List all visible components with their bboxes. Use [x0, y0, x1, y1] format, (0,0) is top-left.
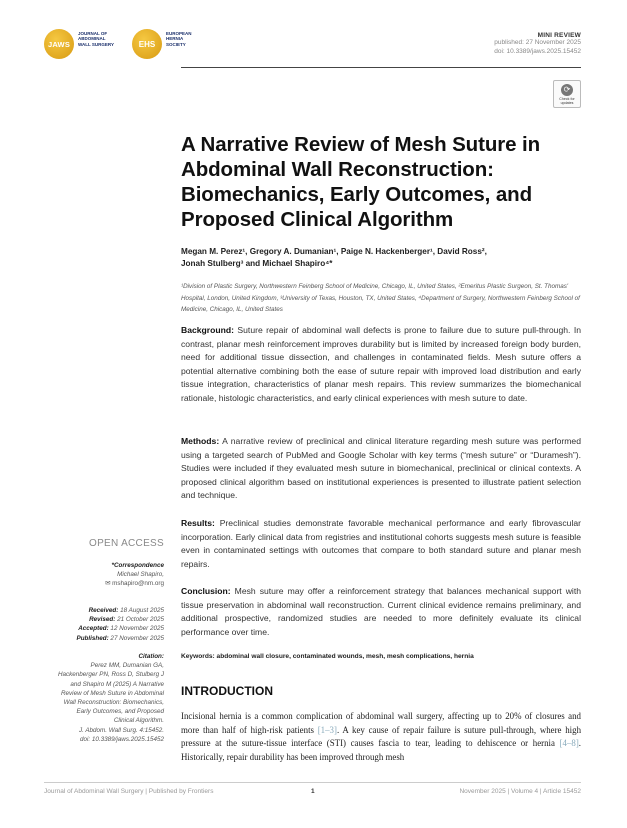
ehs-society-name: EUROPEAN HERNIA SOCIETY: [166, 31, 192, 47]
abstract-background: Background: Suture repair of abdominal wall defects is prone to failure due to suture pull-through. In contrast, planar mesh reinforcement improves durability but is limited by increased foreign body burden, need for additional tissue dissection, and challenges in contaminated fields. Mesh suture offers a potential alternative combining both the ease of suture repair with improved load distribution and early tissue integration, characteristics of planar mesh repairs. This review summarizes the biomechanical rationale, histologic characteristics, and early clinical experiences with mesh suture to date.: [181, 325, 581, 403]
article-type: MINI REVIEW: [537, 32, 581, 39]
article-dates: Received: 18 August 2025 Revised: 21 October 2025 Accepted: 12 November 2025 Published: 27 November 2025: [76, 607, 164, 642]
page-number: 1: [311, 788, 315, 795]
open-access-label: OPEN ACCESS: [89, 538, 164, 549]
abstract-results: Results: Preclinical studies demonstrate favorable mechanical performance and early fibrovascular incorporation. Early clinical data from registries and institutional cohorts suggests mesh suture is feasible even in contaminated settings with outcomes that compare to both standard suture and planar mesh repairs.: [181, 518, 581, 569]
keywords: Keywords: abdominal wall closure, contaminated wounds, mesh, mesh complications, hernia: [181, 653, 474, 660]
article-title: A Narrative Review of Mesh Suture in Abdominal Wall Reconstruction: Biomechanics, Early Outcomes, and Proposed Clinical Algorithm: [181, 133, 541, 231]
correspondence: *Correspondence Michael Shapiro, ✉ mshapiro@nm.org: [44, 561, 164, 589]
email-link[interactable]: ✉ mshapiro@nm.org: [105, 580, 164, 588]
introduction-heading: INTRODUCTION: [181, 684, 273, 698]
jaws-journal-name: JOURNAL OF ABDOMINAL WALL SURGERY: [78, 31, 115, 47]
footer-issue: November 2025 | Volume 4 | Article 15452: [459, 788, 581, 795]
check-updates-icon: ⟳: [561, 84, 573, 96]
header-divider: [181, 67, 581, 68]
footer-divider: [44, 782, 581, 783]
affiliations: ¹Division of Plastic Surgery, Northwestern Feinberg School of Medicine, Chicago, IL, United States, ²Emeritus Plastic Surgeon, St. Thomas' Hospital, London, United Kingdom, ³University of Texas, Houston, TX, United States, ⁴Department of Surgery, Northwestern Feinberg School of Medicine, Chicago, IL, United States: [181, 283, 580, 313]
footer-journal: Journal of Abdominal Wall Surgery | Published by Frontiers: [44, 788, 214, 795]
citation-link[interactable]: [1–3]: [317, 724, 337, 735]
citation-block: Citation: Perez MM, Dumanian GA, Hackenberger PN, Ross D, Stulberg J and Shapiro M (2025) A Narrative Review of Mesh Suture in Abdominal Wall Reconstruction: Biomechanics, Early Outcomes, and Proposed Clinical Algorithm. J. Abdom. Wall Surg. 4:15452. doi: 10.3389/jaws.2025.15452: [57, 653, 164, 743]
abstract-conclusion: Conclusion: Mesh suture may offer a reinforcement strategy that balances mechanical support with tissue preservation in abdominal wall reconstruction. Current clinical evidence remains preliminary, and additional prospective, randomized studies are needed to more definitely evaluate its clinical performance over time.: [181, 586, 581, 637]
citation-link[interactable]: [4–8]: [559, 738, 579, 748]
abstract-methods: Methods: A narrative review of preclinical and clinical literature regarding mesh suture was performed using a targeted search of PubMed and Google Scholar with key terms (“mesh suture” or “Duramesh”). Studies were included if they evaluated mesh suture in biomechanical, preclinical or clinical contexts. A proposed clinical algorithm based on institutional experiences is presented to illustrate patient selection and technique.: [181, 436, 581, 501]
check-for-updates-button[interactable]: ⟳ Check for updates: [553, 80, 581, 108]
published-date: published: 27 November 2025: [494, 39, 581, 46]
author-list: Megan M. Perez¹, Gregory A. Dumanian¹, Paige N. Hackenberger¹, David Ross², Jonah Stulberg³ and Michael Shapiro⁴*: [181, 247, 487, 268]
doi-link[interactable]: doi: 10.3389/jaws.2025.15452: [494, 47, 581, 55]
jaws-logo[interactable]: JAWS: [44, 29, 74, 59]
introduction-text: Incisional hernia is a common complication of abdominal wall surgery, affecting up to 20% of closures and more than half of high-risk patients [1–3]. A key cause of repair failure is suture pull-through, where high pressure at the suture-tissue interface (STI) causes fascia to tear, leading to dehiscence or hernia [4–8]. Historically, repair durability has been improved through mesh: [181, 711, 582, 762]
ehs-logo[interactable]: EHS: [132, 29, 162, 59]
article-meta: [494, 32, 581, 56]
